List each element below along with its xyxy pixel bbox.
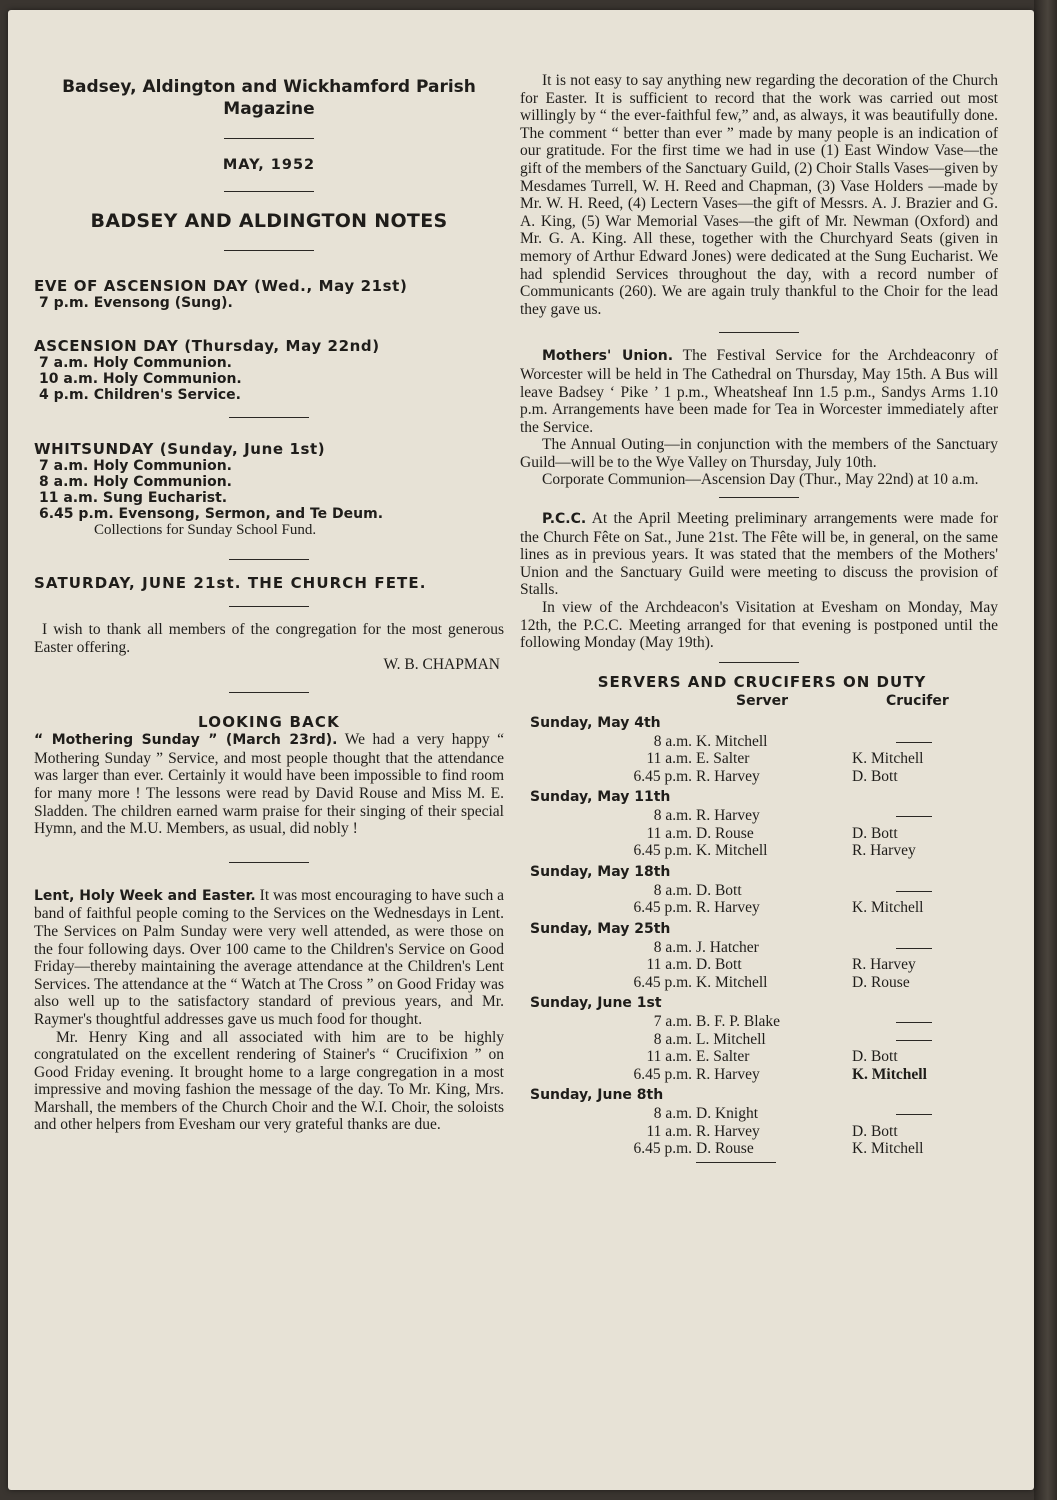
service-line: 11 a.m. Sung Eucharist.: [39, 490, 228, 506]
duty-day-heading: Sunday, May 18th: [530, 863, 671, 880]
duty-crucifer-dash: [852, 733, 932, 751]
king-paragraph: Mr. Henry King and all associated with him are to be highly congratulated on the excellent rendering of Stainer's “ Crucifixion ” on Good Friday evening. It brought home to a large congregation in a most impressive and moving fashion the message of the day. To Mr. King, Mrs. Marshall, the members of the Church Choir and the W.I. Choir, the soloists and other helpers from Evesham our very grateful thanks are due.: [34, 1028, 504, 1134]
duty-day-heading: Sunday, June 1st: [530, 995, 662, 1012]
divider: [696, 1162, 776, 1163]
signature: W. B. CHAPMAN: [383, 656, 500, 674]
duty-row: [520, 768, 998, 786]
magazine-title: [34, 76, 504, 120]
service-line: 8 a.m. Holy Communion.: [39, 474, 232, 490]
mothers-union-text: The Festival Service for the Archdeaconry of Worcester will be held in The Cathedral on Thursday, May 15th. A Bus will leave Badsey ‘ Pike ’ 1 p.m., Wheatsheaf Inn 1.5 p.m., Sandys Arms 1.10 p.m. Arrangements have been made for Tea in Worcester immediately after the Service.: [520, 347, 998, 436]
duty-crucifer-dash: [852, 1105, 932, 1123]
left-column: [34, 72, 504, 1134]
visitation-paragraph: In view of the Archdeacon's Visitation at Evesham on Monday, May 12th, the P.C.C. Meeting arranged for that evening is postponed until the following Monday (May 19th).: [520, 599, 998, 652]
divider: [719, 332, 799, 333]
duty-server: L. Mitchell: [696, 1030, 766, 1048]
book-spine: [1034, 0, 1057, 1500]
service-line: 7 p.m. Evensong (Sung).: [39, 295, 233, 311]
duty-crucifer-dash: [852, 939, 932, 957]
duty-time: 11 a.m.: [646, 1048, 692, 1066]
looking-back-heading: LOOKING BACK: [198, 713, 340, 732]
duty-row: [520, 1123, 998, 1141]
duty-row: [520, 842, 998, 860]
duty-row: [520, 807, 998, 825]
church-fete-notice: SATURDAY, JUNE 21st. THE CHURCH FETE.: [34, 574, 427, 592]
server-column-header: Server: [736, 692, 789, 709]
dash-mark: [896, 1040, 932, 1041]
duty-crucifer-dash: [852, 1031, 932, 1049]
section-title: BADSEY AND ALDINGTON NOTES: [90, 210, 448, 232]
duty-time: 7 a.m.: [653, 1013, 692, 1031]
duty-row: [520, 1066, 998, 1084]
lent-paragraph: [34, 887, 504, 1029]
corporate-communion-paragraph: Corporate Communion—Ascension Day (Thur., May 22nd) at 10 a.m.: [542, 471, 979, 489]
duty-server: E. Salter: [696, 750, 750, 768]
duty-time: 11 a.m.: [646, 750, 692, 768]
duty-server: D. Rouse: [696, 824, 754, 842]
duty-column-headers: [520, 691, 998, 711]
duty-server: R. Harvey: [696, 1122, 760, 1140]
service-line: 6.45 p.m. Evensong, Sermon, and Te Deum.: [39, 506, 384, 522]
duty-server: J. Hatcher: [696, 938, 759, 956]
divider: [224, 138, 314, 139]
right-column: [520, 72, 998, 1163]
duty-row: [520, 939, 998, 957]
service-block-whitsunday: [34, 440, 504, 539]
thanks-text: I wish to thank all members of the congregation for the most generous Easter offering.: [34, 621, 504, 656]
duty-time: 8 a.m.: [653, 938, 692, 956]
pcc-title: P.C.C.: [542, 511, 587, 528]
divider: [224, 250, 314, 251]
mothering-sunday-paragraph: [34, 731, 504, 838]
divider: [229, 417, 309, 418]
duty-crucifer: R. Harvey: [852, 842, 916, 860]
duty-time: 8 a.m.: [653, 1030, 692, 1048]
duty-crucifer: K. Mitchell: [852, 1065, 927, 1083]
dash-mark: [896, 742, 932, 743]
dash-mark: [896, 1114, 932, 1115]
dash-mark: [896, 891, 932, 892]
dash-mark: [896, 948, 932, 949]
duty-server: D. Rouse: [696, 1140, 754, 1158]
divider: [229, 692, 309, 693]
duty-server: D. Knight: [696, 1105, 758, 1123]
duty-crucifer: D. Rouse: [852, 973, 910, 991]
duty-time: 11 a.m.: [646, 1122, 692, 1140]
crucifer-column-header: Crucifer: [886, 692, 949, 709]
duty-server: R. Harvey: [696, 1065, 760, 1083]
service-block-eve-ascension: [34, 277, 504, 311]
duty-row: [520, 1013, 998, 1031]
service-heading: EVE OF ASCENSION DAY (Wed., May 21st): [34, 277, 408, 295]
duty-crucifer: D. Bott: [852, 767, 898, 785]
divider: [719, 497, 799, 498]
divider: [229, 606, 309, 607]
duty-row: [520, 974, 998, 992]
collection-note: Collections for Sunday School Fund.: [94, 522, 317, 538]
pcc-paragraph: [520, 510, 998, 599]
service-line: 10 a.m. Holy Communion.: [39, 371, 242, 387]
duty-time: 6.45 p.m.: [633, 899, 692, 917]
divider: [229, 559, 309, 560]
duty-row: [520, 1048, 998, 1066]
service-block-ascension: [34, 337, 504, 403]
issue-date: MAY, 1952: [222, 157, 316, 173]
duty-server: D. Bott: [696, 956, 742, 974]
duty-time: 6.45 p.m.: [633, 973, 692, 991]
duty-server: K. Mitchell: [696, 842, 768, 860]
duty-row: [520, 956, 998, 974]
duty-day-heading: Sunday, May 4th: [530, 714, 661, 731]
title-line-1: Badsey, Aldington and Wickhamford Parish: [62, 77, 476, 97]
duty-crucifer: D. Bott: [852, 824, 898, 842]
duty-row: [520, 750, 998, 768]
dash-mark: [896, 816, 932, 817]
easter-decoration-paragraph: It is not easy to say anything new regarding the decoration of the Church for Easter. It is sufficient to record that the work was carried out most willingly by “ the ever-faithful few,” and, as always, it was beautifully done. The comment “ better than ever ” made by many people is an indication of our gratitude. For the first time we had in use (1) East Window Vase—the gift of the members of the Sanctuary Guild, (2) Choir Stalls Vases—given by Mesdames Turrell, W. H. Reed and Chapman, (3) Vase Holders —made by Mr. W. H. Reed, (4) Lectern Vases—the gift of Messrs. A. J. Brazier and G. A. King, (5) War Memorial Vases—the gift of Mr. Newman (Oxford) and Mr. G. A. King. All these, together with the Churchyard Seats (given in memory of Arthur Edward Jones) were dedicated at the Sung Eucharist. We had splendid Services throughout the day, with a record number of Communicants (260). We are again truly thankful to the Choir for the lead they gave us.: [520, 72, 998, 318]
duty-time: 6.45 p.m.: [633, 1140, 692, 1158]
duty-row: [520, 733, 998, 751]
service-heading: WHITSUNDAY (Sunday, June 1st): [34, 440, 326, 458]
duty-crucifer-dash: [852, 807, 932, 825]
magazine-page: [8, 10, 1034, 1490]
mothers-union-paragraph: [520, 347, 998, 436]
dash-mark: [896, 1022, 932, 1023]
mothering-sunday-text: We had a very happy “ Mothering Sunday ” Service, and most people thought that the attendance was larger than ever. Certainly it would have been impossible to find room for many more ! The lessons were read by David Rouse and Miss M. E. Sladden. The children earned warm praise for their singing of their special Hymn, and the M.U. Members, as usual, did nobly !: [34, 731, 504, 838]
duty-day-heading: Sunday, May 25th: [530, 920, 671, 937]
duty-row: [520, 1140, 998, 1158]
duty-crucifer-dash: [852, 1013, 932, 1031]
service-line: 4 p.m. Children's Service.: [39, 387, 241, 403]
duty-crucifer: R. Harvey: [852, 956, 916, 974]
duty-crucifer: D. Bott: [852, 1122, 898, 1140]
duty-crucifer: D. Bott: [852, 1048, 898, 1066]
duty-table: [520, 715, 998, 1163]
mothers-union-title: Mothers' Union.: [542, 348, 674, 365]
annual-outing-paragraph: The Annual Outing—in conjunction with the members of the Sanctuary Guild—will be to the Wye Valley on Thursday, July 10th.: [520, 436, 998, 471]
divider: [719, 662, 799, 663]
lent-text: It was most encouraging to have such a band of faithful people coming to the Services on the Wednesdays in Lent. The Services on Palm Sunday were very well attended, as were those on the four following days. Over 100 came to the Children's Service on Good Friday—thereby maintaining the average attendance at the Children's Lent Services. The attendance at the “ Watch at The Cross ” on Good Friday was also well up to the satisfactory standard of previous years, and Mr. Raymer's thoughtful addresses gave us much food for thought.: [34, 886, 505, 1028]
duty-time: 8 a.m.: [653, 807, 692, 825]
title-line-2: Magazine: [223, 99, 315, 119]
duty-server: K. Mitchell: [696, 973, 768, 991]
duty-server: D. Bott: [696, 881, 742, 899]
mothering-sunday-title: “ Mothering Sunday ” (March 23rd).: [34, 732, 338, 749]
lent-title: Lent, Holy Week and Easter.: [34, 887, 256, 904]
duty-time: 6.45 p.m.: [633, 1065, 692, 1083]
duty-time: 6.45 p.m.: [633, 842, 692, 860]
duty-time: 6.45 p.m.: [633, 767, 692, 785]
duty-heading: SERVERS AND CRUCIFERS ON DUTY: [597, 672, 927, 691]
duty-time: 8 a.m.: [653, 881, 692, 899]
duty-row: [520, 1031, 998, 1049]
duty-crucifer: K. Mitchell: [852, 1140, 924, 1158]
duty-crucifer-dash: [852, 882, 932, 900]
duty-server: R. Harvey: [696, 767, 760, 785]
duty-time: 8 a.m.: [653, 1105, 692, 1123]
duty-server: R. Harvey: [696, 899, 760, 917]
duty-row: [520, 1105, 998, 1123]
duty-row: [520, 899, 998, 917]
service-line: 7 a.m. Holy Communion.: [39, 458, 232, 474]
duty-row: [520, 882, 998, 900]
duty-time: 11 a.m.: [646, 956, 692, 974]
duty-server: E. Salter: [696, 1048, 750, 1066]
duty-server: K. Mitchell: [696, 732, 768, 750]
pcc-text: At the April Meeting preliminary arrangements were made for the Church Fête on Sat., June 21st. The Fête will be, in general, on the same lines as in previous years. It was stated that the members of the Mothers' Union and the Sanctuary Guild were meeting to discuss the provision of Stalls.: [520, 510, 998, 599]
duty-time: 11 a.m.: [646, 824, 692, 842]
divider: [229, 862, 309, 863]
duty-day-heading: Sunday, May 11th: [530, 789, 671, 806]
service-heading: ASCENSION DAY (Thursday, May 22nd): [34, 337, 380, 355]
duty-crucifer: K. Mitchell: [852, 750, 924, 768]
divider: [224, 191, 314, 192]
duty-day-heading: Sunday, June 8th: [530, 1087, 664, 1104]
duty-row: [520, 825, 998, 843]
duty-crucifer: K. Mitchell: [852, 899, 924, 917]
service-line: 7 a.m. Holy Communion.: [39, 355, 232, 371]
duty-time: 8 a.m.: [653, 732, 692, 750]
duty-server: B. F. P. Blake: [696, 1013, 781, 1031]
duty-server: R. Harvey: [696, 807, 760, 825]
